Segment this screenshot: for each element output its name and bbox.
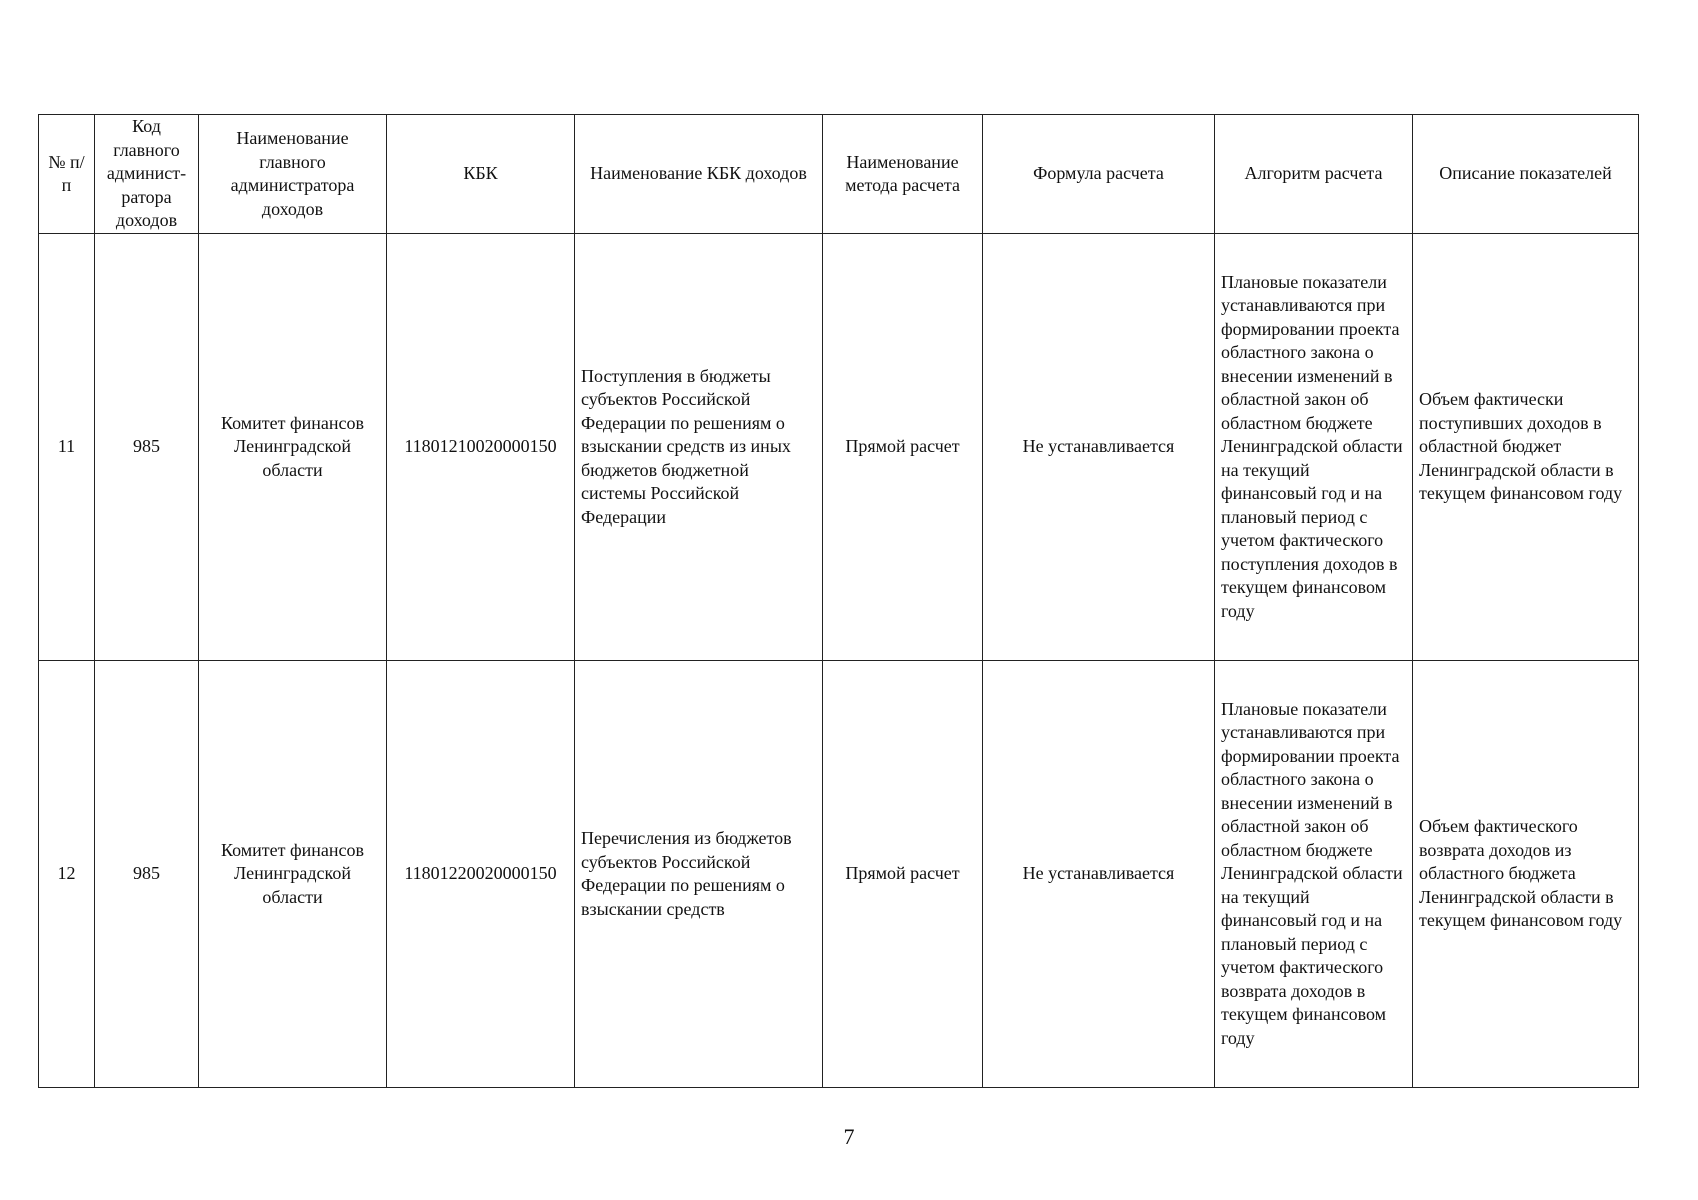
kbk-name-cell: Перечисления из бюджетов субъектов Российской Федерации по решениям о взыскании средств bbox=[575, 661, 823, 1088]
description-cell: Объем фактического возврата доходов из областного бюджета Ленинградской области в текущем финансовом году bbox=[1413, 661, 1639, 1088]
description-cell: Объем фактически поступивших доходов в областной бюджет Ленинградской области в текущем финансовом году bbox=[1413, 234, 1639, 661]
page-number: 7 bbox=[843, 1124, 855, 1149]
header-kbk: КБК bbox=[387, 115, 575, 234]
header-admin-name: Наименование главного администратора доходов bbox=[199, 115, 387, 234]
admin-name-cell: Комитет финансов Ленинградской области bbox=[199, 661, 387, 1088]
formula-cell: Не устанавливается bbox=[983, 234, 1215, 661]
header-row-number: № п/п bbox=[39, 115, 95, 234]
admin-code-cell: 985 bbox=[95, 234, 199, 661]
header-admin-code: Код главного админист-ратора доходов bbox=[95, 115, 199, 234]
row-number-cell: 11 bbox=[39, 234, 95, 661]
method-cell: Прямой расчет bbox=[823, 234, 983, 661]
admin-name-cell: Комитет финансов Ленинградской области bbox=[199, 234, 387, 661]
header-algorithm: Алгоритм расчета bbox=[1215, 115, 1413, 234]
admin-code-cell: 985 bbox=[95, 661, 199, 1088]
kbk-name-cell: Поступления в бюджеты субъектов Российской Федерации по решениям о взыскании средств из иных бюджетов бюджетной системы Российской Федерации bbox=[575, 234, 823, 661]
table-row bbox=[39, 661, 1639, 1088]
revenue-forecast-table bbox=[38, 114, 1639, 1088]
method-cell: Прямой расчет bbox=[823, 661, 983, 1088]
algorithm-cell: Плановые показатели устанавливаются при формировании проекта областного закона о внесении изменений в областной закон об областном бюджете Ленинградской области на текущий финансовый год и на плановый период с учетом фактического возврата доходов в текущем финансовом году bbox=[1215, 661, 1413, 1088]
formula-cell: Не устанавливается bbox=[983, 661, 1215, 1088]
table-row bbox=[39, 234, 1639, 661]
algorithm-cell: Плановые показатели устанавливаются при формировании проекта областного закона о внесении изменений в областной закон об областном бюджете Ленинградской области на текущий финансовый год и на плановый период с учетом фактического поступления доходов в текущем финансовом году bbox=[1215, 234, 1413, 661]
kbk-cell: 11801210020000150 bbox=[387, 234, 575, 661]
header-formula: Формула расчета bbox=[983, 115, 1215, 234]
row-number-cell: 12 bbox=[39, 661, 95, 1088]
header-kbk-name: Наименование КБК доходов bbox=[575, 115, 823, 234]
table-header-row bbox=[39, 115, 1639, 234]
header-method-name: Наименование метода расчета bbox=[823, 115, 983, 234]
header-description: Описание показателей bbox=[1413, 115, 1639, 234]
kbk-cell: 11801220020000150 bbox=[387, 661, 575, 1088]
